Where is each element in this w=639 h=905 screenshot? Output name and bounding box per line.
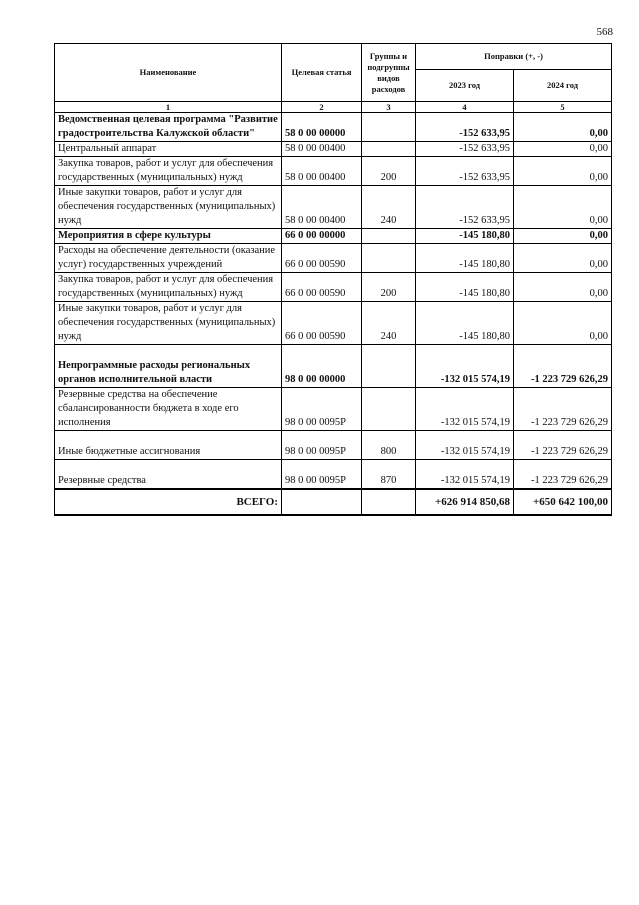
colnum-2: 2 [282, 102, 362, 113]
total-empty-3 [362, 489, 416, 515]
row-target-code: 58 0 00 00400 [282, 157, 362, 186]
row-target-code: 98 0 00 0095P [282, 460, 362, 490]
row-name: Расходы на обеспечение деятельности (оказание услуг) государственных учреждений [55, 244, 282, 273]
row-value-2024: -1 223 729 626,29 [514, 388, 612, 431]
budget-amendments-table [54, 43, 612, 516]
row-target-code: 66 0 00 00590 [282, 273, 362, 302]
row-value-2024: 0,00 [514, 186, 612, 229]
colnum-1: 1 [55, 102, 282, 113]
row-value-2024: -1 223 729 626,29 [514, 345, 612, 388]
table-row [55, 113, 612, 142]
total-2023: +626 914 850,68 [416, 489, 514, 515]
row-target-code: 58 0 00 00000 [282, 113, 362, 142]
total-row [55, 489, 612, 515]
row-name: Непрограммные расходы региональных органов исполнительной власти [55, 345, 282, 388]
table-row [55, 273, 612, 302]
row-group-code: 200 [362, 157, 416, 186]
row-target-code: 66 0 00 00590 [282, 244, 362, 273]
header-name: Наименование [55, 44, 282, 102]
row-value-2024: 0,00 [514, 244, 612, 273]
row-name: Мероприятия в сфере культуры [55, 229, 282, 244]
header-2024: 2024 год [514, 70, 612, 102]
row-value-2024: 0,00 [514, 142, 612, 157]
row-value-2023: -152 633,95 [416, 113, 514, 142]
row-value-2023: -132 015 574,19 [416, 388, 514, 431]
row-name: Ведомственная целевая программа "Развитие градостроительства Калужской области" [55, 113, 282, 142]
row-name: Закупка товаров, работ и услуг для обеспечения государственных (муниципальных) нужд [55, 157, 282, 186]
row-name: Иные закупки товаров, работ и услуг для обеспечения государственных (муниципальных) нужд [55, 302, 282, 345]
row-value-2023: -152 633,95 [416, 186, 514, 229]
row-target-code: 66 0 00 00590 [282, 302, 362, 345]
row-value-2023: -145 180,80 [416, 244, 514, 273]
row-name: Резервные средства на обеспечение сбалансированности бюджета в ходе его исполнения [55, 388, 282, 431]
row-value-2024: -1 223 729 626,29 [514, 431, 612, 460]
colnum-5: 5 [514, 102, 612, 113]
row-group-code [362, 244, 416, 273]
row-group-code: 800 [362, 431, 416, 460]
total-label: ВСЕГО: [55, 489, 282, 515]
row-name: Закупка товаров, работ и услуг для обеспечения государственных (муниципальных) нужд [55, 273, 282, 302]
column-numbers-row [55, 102, 612, 113]
header-target: Целевая статья [282, 44, 362, 102]
table-row [55, 142, 612, 157]
table-row [55, 229, 612, 244]
row-group-code [362, 345, 416, 388]
header-group: Группы и подгруппы видов расходов [362, 44, 416, 102]
row-name: Иные закупки товаров, работ и услуг для обеспечения государственных (муниципальных) нужд [55, 186, 282, 229]
row-group-code [362, 113, 416, 142]
row-value-2023: -132 015 574,19 [416, 460, 514, 490]
row-value-2023: -145 180,80 [416, 273, 514, 302]
row-value-2024: 0,00 [514, 157, 612, 186]
row-target-code: 98 0 00 0095P [282, 431, 362, 460]
page-number: 568 [596, 26, 613, 38]
row-group-code [362, 229, 416, 244]
row-target-code: 66 0 00 00000 [282, 229, 362, 244]
row-target-code: 98 0 00 00000 [282, 345, 362, 388]
colnum-3: 3 [362, 102, 416, 113]
header-2023: 2023 год [416, 70, 514, 102]
table-row [55, 186, 612, 229]
total-2024: +650 642 100,00 [514, 489, 612, 515]
row-value-2024: 0,00 [514, 113, 612, 142]
row-value-2024: 0,00 [514, 273, 612, 302]
row-group-code: 240 [362, 186, 416, 229]
table-row [55, 157, 612, 186]
row-value-2023: -132 015 574,19 [416, 345, 514, 388]
row-value-2024: -1 223 729 626,29 [514, 460, 612, 490]
row-target-code: 98 0 00 0095P [282, 388, 362, 431]
row-group-code: 200 [362, 273, 416, 302]
table-row [55, 460, 612, 490]
row-value-2024: 0,00 [514, 229, 612, 244]
row-value-2023: -145 180,80 [416, 302, 514, 345]
table-row [55, 345, 612, 388]
row-target-code: 58 0 00 00400 [282, 142, 362, 157]
row-value-2023: -145 180,80 [416, 229, 514, 244]
row-name: Иные бюджетные ассигнования [55, 431, 282, 460]
row-name: Центральный аппарат [55, 142, 282, 157]
header-amendments: Поправки (+, -) [416, 44, 612, 70]
table-row [55, 244, 612, 273]
row-group-code: 240 [362, 302, 416, 345]
row-group-code [362, 142, 416, 157]
row-group-code [362, 388, 416, 431]
row-value-2023: -152 633,95 [416, 157, 514, 186]
total-empty-2 [282, 489, 362, 515]
row-group-code: 870 [362, 460, 416, 490]
row-value-2023: -152 633,95 [416, 142, 514, 157]
row-name: Резервные средства [55, 460, 282, 490]
colnum-4: 4 [416, 102, 514, 113]
row-target-code: 58 0 00 00400 [282, 186, 362, 229]
row-value-2023: -132 015 574,19 [416, 431, 514, 460]
table-row [55, 388, 612, 431]
table-row [55, 302, 612, 345]
row-value-2024: 0,00 [514, 302, 612, 345]
table-row [55, 431, 612, 460]
